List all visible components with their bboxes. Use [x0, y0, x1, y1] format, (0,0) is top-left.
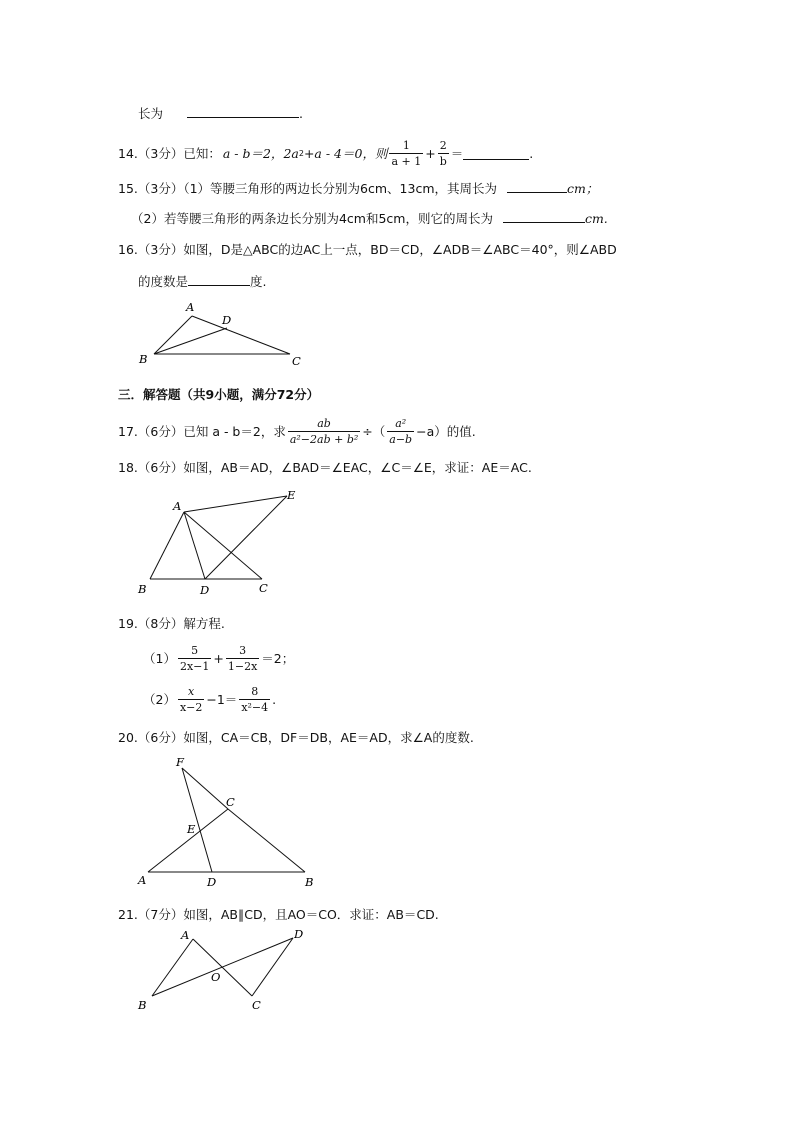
label-a: A	[186, 300, 195, 314]
question-16-line-1: 16.（3分）如图，D是△ABC的边AC上一点，BD＝CD，∠ADB＝∠ABC＝40°，则∠ABD	[118, 242, 617, 257]
answer-blank[interactable]	[507, 180, 567, 193]
segment-ad	[184, 512, 205, 579]
section-3-title: 三．解答题（共9小题，满分72分）	[118, 387, 320, 402]
fraction: $\frac{\text{a²}}{a-b}$	[389, 416, 413, 446]
answer-blank[interactable]	[503, 210, 585, 223]
q18-triangle-figure	[130, 482, 310, 600]
q16-triangle-figure	[130, 296, 320, 371]
segment-fc	[182, 768, 228, 809]
question-15-line-2: （2）若等腰三角形的两条边长分别为4cm和5cm，则它的周长为 cm.	[131, 211, 608, 226]
label-c: C	[252, 998, 261, 1012]
fraction: $\frac{2}{b}$	[439, 138, 447, 168]
fraction: $\frac{8}{\text{x²−4}}$	[241, 684, 269, 714]
fraction: $\frac{5}{2x-1}$	[179, 643, 210, 673]
q20-triangle-figure	[130, 752, 330, 892]
segment-ae	[184, 496, 287, 512]
fraction: $\frac{3}{1-2x}$	[227, 643, 258, 673]
question-16-line-2: 的度数是 度.	[138, 274, 267, 289]
segment-ac	[184, 512, 262, 579]
label-d: D	[294, 927, 304, 941]
question-18: 18.（6分）如图，AB＝AD，∠BAD＝∠EAC，∠C＝∠E，求证：AE＝AC.	[118, 460, 532, 475]
label-d: D	[200, 583, 210, 597]
label-c: C	[259, 581, 268, 595]
question-19-part-2: （2） $\frac{x}{x-2}$ −1＝ $\frac{8}{\text{x²−4}}$ .	[143, 684, 277, 714]
question-19-part-1: （1） $\frac{5}{2x-1}$ + $\frac{3}{1-2x}$ ＝2；	[143, 643, 295, 673]
q13-continuation: 长为 .	[138, 106, 303, 121]
label-b: B	[138, 998, 147, 1012]
question-20: 20.（6分）如图，CA＝CB，DF＝DB，AE＝AD，求∠A的度数.	[118, 730, 474, 745]
label-a: A	[181, 928, 190, 942]
label-e: E	[187, 822, 196, 836]
segment-cb	[228, 809, 305, 872]
label-b: B	[305, 875, 314, 889]
label-a: A	[138, 873, 147, 887]
question-21: 21.（7分）如图，AB∥CD，且AO＝CO．求证：AB＝CD.	[118, 907, 439, 922]
question-15-line-1: 15.（3分）（1）等腰三角形的两边长分别为6cm、13cm，其周长为 cm；	[118, 181, 599, 196]
question-19: 19.（8分）解方程.	[118, 616, 225, 631]
label-c: C	[292, 354, 301, 368]
label-d: D	[207, 875, 217, 889]
label-e: E	[287, 488, 296, 502]
label-d: D	[222, 313, 232, 327]
question-14: 14. （3分） 已知： a - b＝2， 2a 2 +a - 4＝0，则 $\frac{1}{a + 1}$ + $\frac{2}{b}$ ＝ .	[118, 138, 534, 168]
answer-blank[interactable]	[187, 105, 299, 118]
segment-bd	[154, 328, 227, 354]
segment-ab	[154, 316, 192, 354]
label-f: F	[176, 755, 184, 769]
label-o: O	[211, 970, 221, 984]
answer-blank[interactable]	[463, 147, 529, 160]
answer-blank[interactable]	[188, 273, 250, 286]
segment-de	[205, 496, 287, 579]
fraction: $\frac{ab}{\text{a²−2ab + b²}}$	[289, 416, 359, 446]
fraction: $\frac{x}{x-2}$	[179, 684, 203, 714]
segment-ac	[148, 809, 228, 872]
label-a: A	[173, 499, 182, 513]
segment-ab	[150, 512, 184, 579]
label-c: C	[226, 795, 235, 809]
label-b: B	[138, 582, 147, 596]
q21-figure	[130, 924, 320, 1016]
fraction: $\frac{1}{a + 1}$	[391, 138, 422, 168]
segment-fd	[182, 768, 212, 872]
label-b: B	[139, 352, 148, 366]
question-17: 17. （6分） 已知 a - b＝2，求 $\frac{ab}{\text{a²−2ab + b²}}$ ÷（ $\frac{\text{a²}}{a-b}$ −a）的值.	[118, 416, 476, 446]
